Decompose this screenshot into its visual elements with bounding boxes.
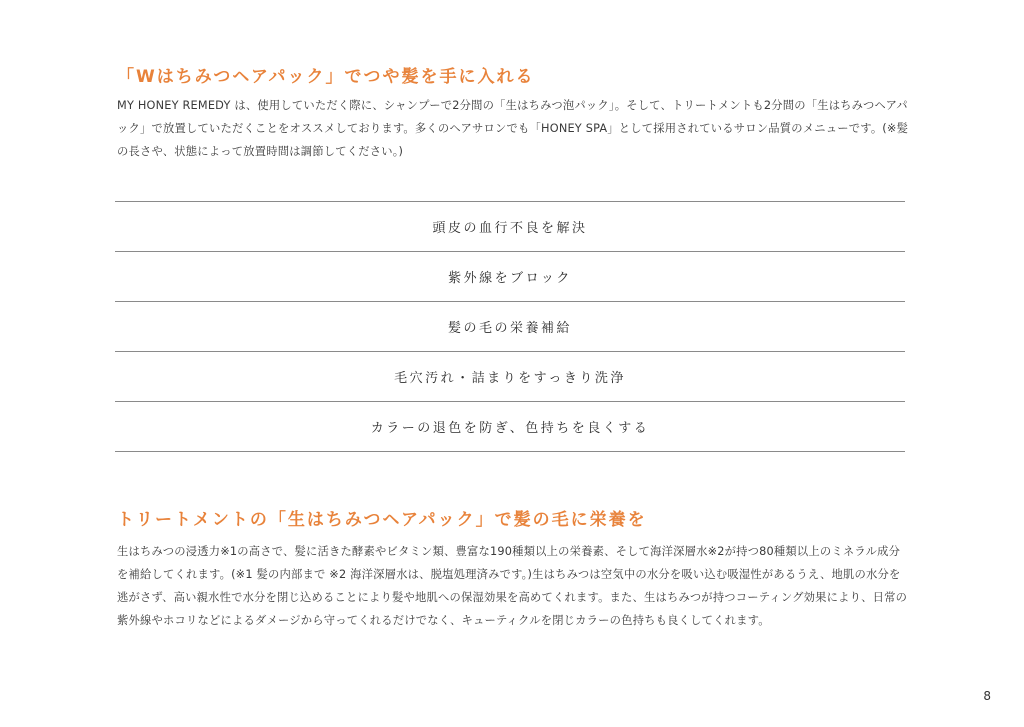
benefit-label: 紫外線をブロック xyxy=(448,271,572,286)
section-heading-w-honey-hair-pack: 「Wはちみつヘアパック」でつや髪を手に入れる xyxy=(117,67,535,87)
benefit-label: 毛穴汚れ・詰まりをすっきり洗浄 xyxy=(394,371,626,386)
treatment-paragraph: 生はちみつの浸透力※1の高さで、髪に活きた酵素やビタミン類、豊富な190種類以上の栄養素、そして海洋深層水※2が持つ80種類以上のミネラル成分を補給してくれます。(※1 髪の内部まで ※2 海洋深層水は、脱塩処理済みです。)生はちみつは空気中の水分を吸い込む吸湿性があるうえ、地肌の水分を逃がさず、高い親水性で水分を閉じ込めることにより髪や地肌への保湿効果を高めてくれます。また、生はちみつが持つコーティング効果により、日常の紫外線やホコリなどによるダメージから守ってくれるだけでなく、キューティクルを閉じカラーの色持ちも良くしてくれます。 xyxy=(117,545,908,627)
benefit-label: 髪の毛の栄養補給 xyxy=(447,321,572,336)
benefit-item-scalp-circulation xyxy=(115,202,905,252)
intro-paragraph: MY HONEY REMEDY は、使用していただく際に、シャンプーで2分間の「生はちみつ泡パック」。そして、トリートメントも2分間の「生はちみつヘアパック」で放置していただくことをオススメしております。多くのヘアサロンでも「HONEY SPA」として採用されているサロン品質のメニューです。(※髪の長さや、状態によって放置時間は調節してください。) xyxy=(117,99,909,158)
benefit-item-pore-cleansing xyxy=(115,352,905,402)
section-heading-treatment-hair-pack: トリートメントの「生はちみつヘアパック」で髪の毛に栄養を xyxy=(117,510,647,530)
benefit-label: 頭皮の血行不良を解決 xyxy=(432,221,588,236)
benefit-item-hair-nutrition xyxy=(115,302,905,352)
page-number: 8 xyxy=(983,689,991,703)
benefits-list xyxy=(115,201,905,452)
benefit-item-color-retention xyxy=(115,402,905,452)
benefit-label: カラーの退色を防ぎ、色持ちを良くする xyxy=(370,421,650,436)
benefit-item-uv-block xyxy=(115,252,905,302)
